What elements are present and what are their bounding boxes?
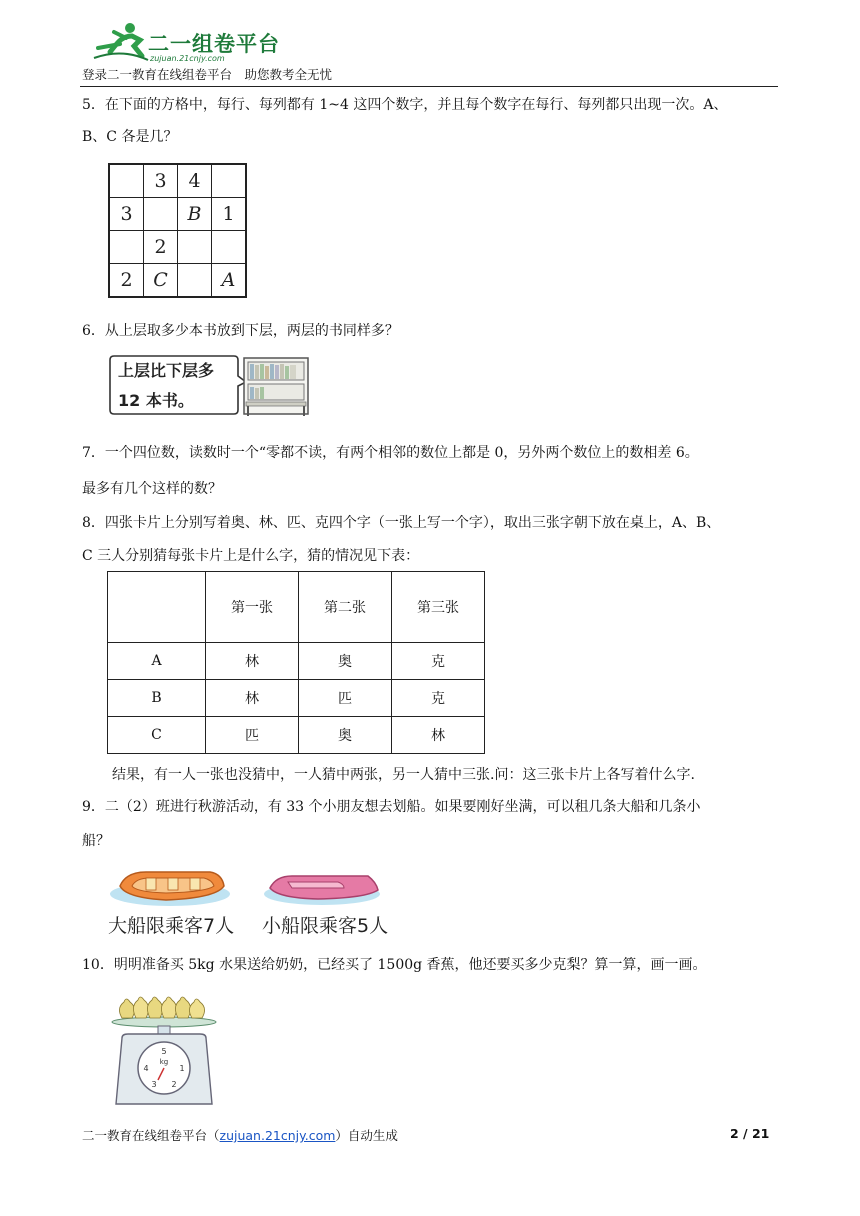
grid-cell: 3 [109, 198, 144, 231]
grid-cell: 4 [178, 164, 212, 198]
header-slogan: 登录二一教育在线组卷平台 助您教考全无忧 [82, 67, 333, 82]
kitchen-scale-icon [116, 1026, 212, 1104]
grid-cell: 3 [144, 164, 178, 198]
scale-num: 3 [151, 1080, 157, 1089]
grid-cell [178, 264, 212, 298]
small-boat-caption: 小船限乘客5人 [262, 915, 389, 937]
grid-cell [212, 231, 247, 264]
grid-cell: A [212, 264, 247, 298]
table-cell: 林 [206, 643, 299, 680]
q5-number-grid [108, 163, 247, 298]
bookshelf-icon [244, 358, 308, 416]
table-cell: 奥 [299, 717, 392, 754]
table-row [108, 717, 485, 754]
table-row [108, 680, 485, 717]
grid-cell: B [178, 198, 212, 231]
table-header-cell: 第二张 [299, 572, 392, 643]
scale-unit: kg [159, 1058, 169, 1066]
scale-num: 5 [161, 1047, 167, 1056]
q8-line1: 8．四张卡片上分别写着奥、林、匹、克四个字（一张上写一个字），取出三张字朝下放在桌上，A、B、 [82, 515, 721, 531]
small-boat-icon [264, 876, 380, 905]
table-header-cell: 第一张 [206, 572, 299, 643]
bubble-line2: 12 本书。 [118, 391, 194, 410]
q9-line1: 9．二（2）班进行秋游活动，有 33 个小朋友想去划船。如果要刚好坐满，可以租几条大船和几条小 [82, 799, 701, 815]
table-cell: 林 [392, 717, 485, 754]
scale-num: 4 [143, 1064, 149, 1073]
q6-illustration [108, 354, 312, 420]
q7-line1: 7．一个四位数，读数时一个“零都不读，有两个相邻的数位上都是 0，另外两个数位上的数相差 6。 [82, 445, 699, 461]
grid-cell [144, 198, 178, 231]
table-cell: 奥 [299, 643, 392, 680]
q5-line2: B、C 各是几？ [82, 129, 178, 145]
table-header-cell [108, 572, 206, 643]
big-boat-icon [110, 872, 230, 906]
grid-cell [109, 164, 144, 198]
q8-result: 结果，有一人一张也没猜中，一人猜中两张，另一人猜中三张.问：这三张卡片上各写着什么字. [112, 767, 695, 783]
q6-text: 6．从上层取多少本书放到下层，两层的书同样多？ [82, 323, 399, 339]
q10-scale-illustration [108, 988, 220, 1110]
page-number: 2 / 21 [730, 1126, 770, 1141]
table-cell: A [108, 643, 206, 680]
big-boat-caption: 大船限乘客7人 [108, 915, 235, 937]
grid-cell [109, 231, 144, 264]
q8-guess-table [107, 571, 485, 754]
q9-line2: 船？ [82, 833, 110, 849]
table-cell: 匹 [299, 680, 392, 717]
table-cell: B [108, 680, 206, 717]
logo-text: 二一组卷平台 [148, 32, 280, 56]
footer-suffix: ）自动生成 [335, 1128, 398, 1143]
table-header-cell: 第三张 [392, 572, 485, 643]
table-cell: 林 [206, 680, 299, 717]
q10-text: 10．明明准备买 5kg 水果送给奶奶，已经买了 1500g 香蕉，他还要买多少克梨？算一算，画一画。 [82, 957, 707, 973]
q5-line1: 5．在下面的方格中，每行、每列都有 1~4 这四个数字，并且每个数字在每行、每列都只出现一次。A、 [82, 97, 728, 113]
grid-cell [212, 164, 247, 198]
q9-boats-illustration [106, 864, 402, 940]
logo-subtitle: zujuan.21cnjy.com [150, 54, 225, 63]
grid-cell: 2 [109, 264, 144, 298]
q7-line2: 最多有几个这样的数？ [82, 481, 222, 497]
scale-num: 2 [171, 1080, 177, 1089]
scale-num: 1 [179, 1064, 185, 1073]
grid-cell [178, 231, 212, 264]
bubble-line1: 上层比下层多 [118, 361, 215, 380]
table-cell: 克 [392, 680, 485, 717]
pears-icon [112, 997, 216, 1027]
table-cell: 匹 [206, 717, 299, 754]
table-cell: C [108, 717, 206, 754]
grid-cell: C [144, 264, 178, 298]
q8-line2: C 三人分别猜每张卡片上是什么字，猜的情况见下表： [82, 548, 420, 564]
table-row [108, 643, 485, 680]
footer-prefix: 二一教育在线组卷平台（ [82, 1128, 220, 1143]
grid-cell: 2 [144, 231, 178, 264]
table-cell: 克 [392, 643, 485, 680]
footer-link[interactable]: zujuan.21cnjy.com [219, 1128, 336, 1143]
header-divider [80, 86, 778, 87]
footer-source [82, 1126, 398, 1144]
grid-cell: 1 [212, 198, 247, 231]
